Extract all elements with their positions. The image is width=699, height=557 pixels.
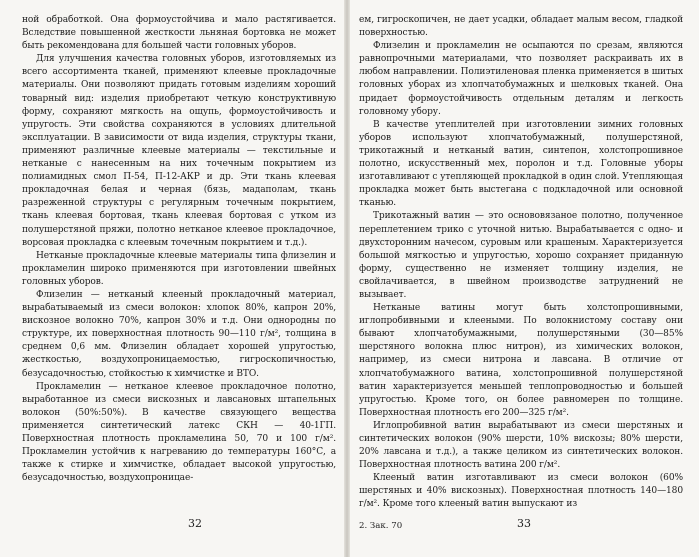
- paragraph: Трикотажный ватин — это основовязаное полотно, полученное переплетением трико с уточной нитью. Вырабатывается с одно- и двухсторонним начесом, суровым или крашеным. Характеризуется большой мягкостью и упругостью, хорошо сохраняет приданную форму, существенно не изменяет толщину изделия, не свойлачивается, в швейном производстве затруднений не вызывает.: [359, 211, 683, 300]
- paragraph: Нетканые прокладочные клеевые материалы типа флизелин и прокламелин широко применяются при изготовлении швейных головных уборов.: [22, 250, 336, 287]
- paragraph: Для улучшения качества головных уборов, изготовляемых из всего ассортимента тканей, применяют клеевые прокладочные материалы. Они позволяют придать готовым изделиям хороший товарный вид: изделия приобретают четкую конструктивную форму, сохраняют мягкость на ощупь, формоустойчивость и упругость. Эти свойства сохраняются в условиях длительной эксплуатации. В зависимости от вида изделия, структуры ткани, применяют различные клеевые материалы — текстильные и нетканые с нанесенным на них точечным покрытием из полиамидных смол П-54, П-12-АКР и др. Эти ткань клеевая прокладочная белая и черная (бязь, мадаполам, ткань разреженной структуры с регулярным точечным покрытием, ткань клеевая бортовая, ткань клеевая бортовая с утком из полушерстяной пряжи, полотно нетканое клеевое прокладочное, ворсовая прокладка с клеевым точечным покрытием и т.д.).: [22, 54, 336, 248]
- paragraph: Иглопробивной ватин вырабатывают из смеси шерстяных и синтетических волокон (90% шерсти, 10% вискозы; 80% шерсти, 20% лавсана и т.д.), а также целиком из синтетических волокон. Поверхностная плотность ватина 200 г/м².: [359, 420, 683, 471]
- paragraph: Нетканые ватины могут быть холстопрошивными, иглопробивными и клееными. По волокнистому составу они бывают хлопчатобумажными, полушерстяными (30—85% шерстяного волокна плюс нитрон), из химических волокон, например, из смеси нитрона и лавсана. В отличие от хлопчатобумажного ватина, холстопрошивной полушерстяной ватин характеризуется меньшей теплопроводностью и большей упругостью. Кроме того, он более равномерен по толщине. Поверхностная плотность его 200—325 г/м².: [359, 303, 683, 418]
- left-page-text: [22, 14, 336, 485]
- printer-signature: 2. Зак. 70: [359, 521, 403, 531]
- left-page: [0, 0, 346, 557]
- page-number: 32: [188, 517, 202, 530]
- page-number: 33: [517, 517, 531, 530]
- paragraph: ной обработкой. Она формоустойчива и мало растягивается. Вследствие повышенной жесткости льняная бортовка не может быть рекомендована для большей части головных уборов.: [22, 15, 336, 52]
- paragraph: Флизелин и прокламелин не осыпаются по срезам, являются равнопрочными материалами, что позволяет раскраивать их в любом направлении. Полиэтиленовая пленка применяется в шитых головных уборах из хлопчатобумажных и шелковых тканей. Она придает формоустойчивость отдельным деталям и легкость головному убору.: [359, 41, 683, 117]
- paragraph: Флизелин — нетканый клееный прокладочный материал, вырабатываемый из смеси волокон: хлопок 80%, капрон 20%, вискозное волокно 70%, капрон 30% и т.д. Они однородны по структуре, их поверхностная плотность 90—110 г/м², толщина в среднем 0,6 мм. Флизелин обладает хорошей упругостью, жесткостью, воздухопроницаемостью, гигроскопичностью, безусадочностью, стойкостью к химчистке и ВТО.: [22, 289, 336, 379]
- right-page: [349, 0, 699, 557]
- right-page-text: [359, 14, 683, 512]
- paragraph: В качестве утеплителей при изготовлении зимних головных уборов используют хлопчатобумажный, полушерстяной, трикотажный и нетканый ватин, синтепон, холстопрошивное полотно, искусственный мех, поролон и т.д. Головные уборы изготавливают с утепляющей прокладкой в один слой. Утепляющая прокладка может быть выстегана с подкладочной или основной тканью.: [359, 119, 683, 209]
- paragraph: Клееный ватин изготавливают из смеси волокон (60% шерстяных и 40% вискозных). Поверхностная плотность 140—180 г/м². Кроме того клееный ватин выпускают из: [359, 473, 683, 510]
- paragraph: ем, гигроскопичен, не дает усадки, обладает малым весом, гладкой поверхностью.: [359, 15, 683, 39]
- paragraph: Прокламелин — нетканое клеевое прокладочное полотно, выработанное из смеси вискозных и лавсановых штапельных волокон (50%:50%). В качестве связующего вещества применяется синтетический латекс СКН — 40-1ГП. Поверхностная плотность прокламелина 50, 70 и 100 г/м². Прокламелин устойчив к нагреванию до температуры 160°С, а также к стирке и химчистке, обладает высокой упругостью, безусадочностью, воздухопроницае-: [22, 381, 336, 484]
